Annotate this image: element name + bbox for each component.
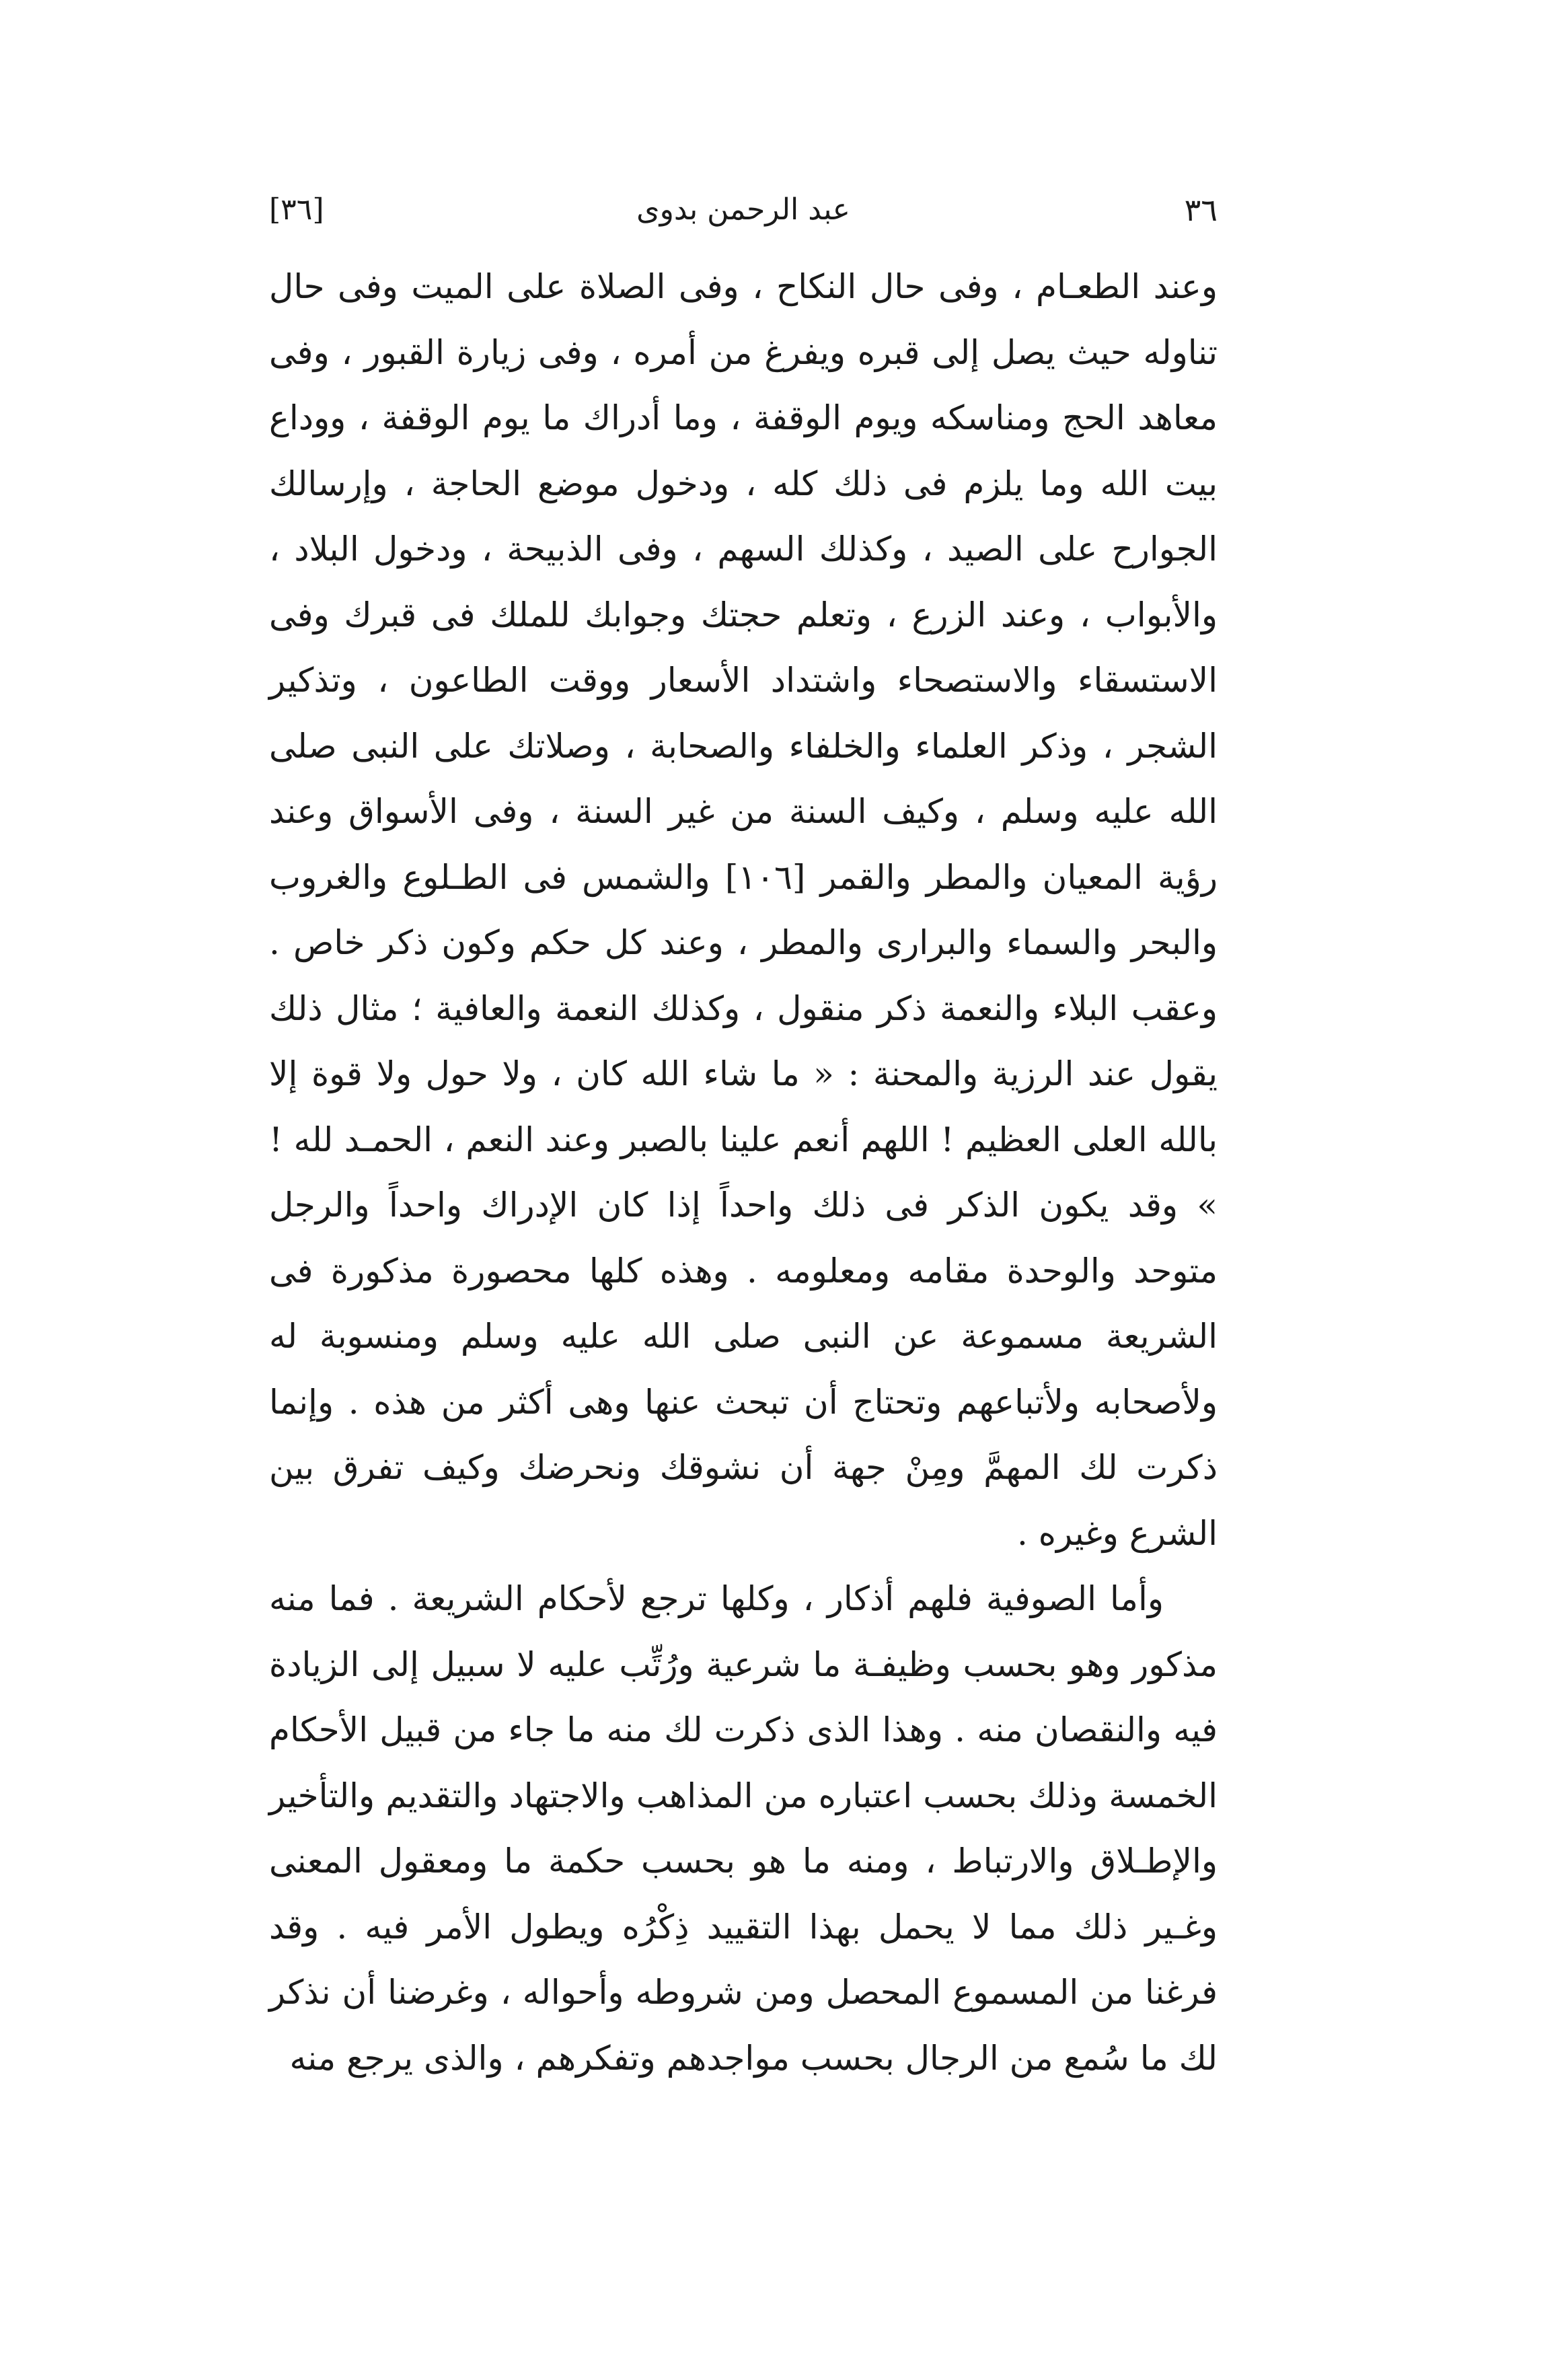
paragraph: وأما الصوفية فلهم أذكار ، وكلها ترجع لأحكام الشريعة . فما منه مذكور وهو بحسب وظيفـة ما شرعية ورُتِّب عليه لا سبيل إلى الزيادة فيه والنقصان منه . وهذا الذى ذكرت لك منه ما جاء من قبيل الأحكام الخمسة وذلك بحسب اعتباره من المذاهب والاجتهاد والتقديم والتأخير والإطـلاق والارتباط ، ومنه ما هو بحسب حكمة ما ومعقول المعنى وغـير ذلك مما لا يحمل بهذا التقييد ذِكْرُه ويطول الأمر فيه . وقد فرغنا من المسموع المحصل ومن شروطه وأحواله ، وغرضنا أن نذكر لك ما سُمع من الرجال بحسب مواجدهم وتفكرهم ، والذى يرجع منه — [269, 1579, 1218, 2078]
original-page-marker: [٣٦] — [269, 192, 324, 227]
paragraph: وعند الطعـام ، وفى حال النكاح ، وفى الصلاة على الميت وفى حال تناوله حيث يصل إلى قبره ويفرغ من أمره ، وفى زيارة القبور ، وفى معاهد الحج ومناسكه ويوم الوقفة ، وما أدراك ما يوم الوقفة ، ووداع بيت الله وما يلزم فى ذلك كله ، ودخول موضع الحاجة ، وإرسالك الجوارح على الصيد ، وكذلك السهم ، وفى الذبيحة ، ودخول البلاد ، والأبواب ، وعند الزرع ، وتعلم حجتك وجوابك للملك فى قبرك وفى الاستسقاء والاستصحاء واشتداد الأسعار ووقت الطاعون ، وتذكير الشجر ، وذكر العلماء والخلفاء والصحابة ، وصلاتك على النبى صلى الله عليه وسلم ، وكيف السنة من غير السنة ، وفى الأسواق وعند رؤية المعيان والمطر والقمر [١٠٦] والشمس فى الطـلوع والغروب والبحر والسماء والبرارى والمطر ، وعند كل حكم وكون ذكر خاص . وعقب البلاء والنعمة ذكر منقول ، وكذلك النعمة والعافية ؛ مثال ذلك يقول عند الرزية والمحنة : « ما شاء الله كان ، ولا حول ولا قوة إلا بالله العلى العظيم ! اللهم أنعم علينا بالصبر وعند النعم ، الحمـد لله ! » وقد يكون الذكر فى ذلك واحداً إذا كان الإدراك واحداً والرجل متوحد والوحدة مقامه ومعلومه . وهذه كلها محصورة مذكورة فى الشريعة مسموعة عن النبى صلى الله عليه وسلم ومنسوبة له ولأصحابه ولأتباعهم وتحتاج أن تبحث عنها وهى أكثر من هذه . وإنما ذكرت لك المهمَّ ومِنْ جهة أن نشوقك ونحرضك وكيف تفرق بين الشرع وغيره . — [269, 267, 1218, 1553]
running-title: عبد الرحمن بدوى — [636, 192, 850, 227]
page-number: ٣٦ — [1184, 192, 1218, 228]
body-text — [269, 254, 1218, 2091]
running-head — [269, 183, 1218, 237]
